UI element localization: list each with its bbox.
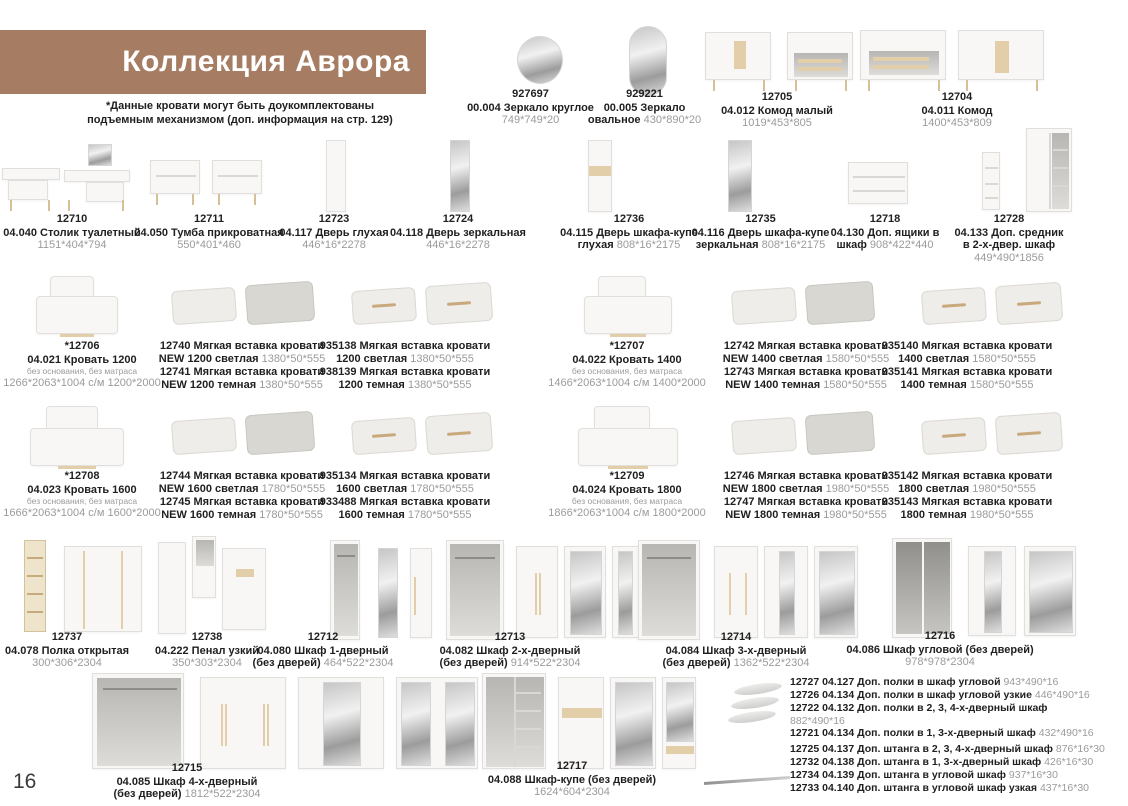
product-dims: 1866*2063*1004 с/м 1800*2000	[548, 507, 706, 519]
open-shelf-image	[24, 536, 142, 636]
product-card-12715	[87, 762, 287, 801]
bed-1200-image	[36, 276, 124, 338]
product-code: 12718	[869, 213, 901, 225]
product-dims: 446*16*2278	[302, 239, 366, 251]
insert-a-name: 935142 Мягкая вставка кровати	[881, 470, 1053, 482]
insert-a-name: 12744 Мягкая вставка кровати	[159, 470, 325, 482]
insert-1800-image	[922, 411, 1067, 456]
product-name: 04.023 Кровать 1600	[27, 483, 137, 496]
collection-title: Коллекция Аврора	[122, 45, 410, 78]
insert-1200-image	[352, 281, 497, 326]
product-card-12707	[527, 340, 727, 390]
product-name: 04.086 Шкаф угловой (без дверей)	[846, 643, 1034, 656]
product-name: 04.050 Тумба прикроватная	[134, 226, 284, 239]
wardrobe-4door-image	[88, 671, 480, 773]
insert-a-variant: 1600 светлая	[336, 483, 408, 495]
product-name: 04.024 Кровать 1800	[572, 483, 682, 496]
product-dims: 1019*453*805	[742, 117, 812, 129]
product-name: 04.080 Шкаф 1-дверный	[257, 644, 389, 657]
product-code: 12705	[761, 91, 793, 103]
extra-shelf-icon	[731, 695, 780, 712]
product-dims: 1666*2063*1004 с/м 1600*2000	[3, 507, 161, 519]
insert-a-dims: 1780*50*555	[261, 483, 326, 495]
product-name2: (без дверей)	[439, 657, 508, 669]
product-code: 12713	[494, 631, 526, 643]
product-dims: 1624*604*2304	[534, 786, 610, 798]
extras-row-12733	[790, 782, 1089, 795]
bed-1800-image	[578, 406, 682, 470]
insert-b-dims: 1780*50*555	[407, 509, 472, 521]
extra-label: 12721 04.134 Доп. полки в 1, 3-х-дверный шкаф	[790, 727, 1036, 739]
extra-dims: 943*490*16	[1003, 676, 1059, 688]
page-number: 16	[13, 770, 37, 793]
insert-b-variant: NEW 1400 темная	[725, 379, 821, 391]
insert-a-variant: NEW 1400 светлая	[722, 353, 823, 365]
insert-b-name: 933488 Мягкая вставка кровати	[319, 496, 491, 508]
door-mirror-image	[450, 140, 470, 212]
product-dims: 1400*453*809	[922, 117, 992, 129]
product-name: 04.117 Дверь глухая	[279, 226, 389, 239]
product-dims: 914*522*2304	[510, 657, 581, 669]
komod-image	[860, 26, 1045, 90]
product-card-935140-935141	[867, 340, 1067, 392]
product-card-929221	[577, 88, 712, 127]
extra-label: 12725 04.137 Доп. штанга в 2, 3, 4-х-дверный шкаф	[790, 743, 1053, 755]
product-dims: 978*978*2304	[905, 656, 975, 668]
insert-a-variant: 1800 светлая	[898, 483, 970, 495]
insert-b-variant: 1400 темная	[900, 379, 967, 391]
insert-b-variant: 1800 темная	[900, 509, 967, 521]
wardrobe-3door-image	[638, 534, 860, 640]
product-code: 12704	[941, 91, 973, 103]
product-name: 04.011 Комод	[921, 104, 993, 117]
mirror-round-image	[517, 36, 563, 84]
product-code: 12717	[556, 760, 588, 772]
insert-b-dims: 1980*50*555	[823, 509, 887, 521]
insert-b-name: 935141 Мягкая вставка кровати	[881, 366, 1053, 378]
product-name: 04.021 Кровать 1200	[27, 353, 137, 366]
product-subnote: без основания, без матраса	[26, 496, 138, 506]
product-name: 00.004 Зеркало круглое	[467, 101, 594, 114]
product-code: 12738	[191, 631, 223, 643]
product-name: 04.022 Кровать 1400	[572, 353, 682, 366]
insert-a-variant: NEW 1600 светлая	[158, 483, 259, 495]
product-card-12712	[233, 631, 413, 670]
insert-b-dims: 1380*50*555	[259, 379, 323, 391]
product-card-12718	[829, 213, 941, 252]
product-name: 04.130 Доп. ящики в шкаф	[830, 226, 940, 251]
product-name: 04.118 Дверь зеркальная	[390, 226, 526, 239]
product-code: 929221	[626, 88, 663, 100]
product-name: 04.082 Шкаф 2-х-дверный	[439, 644, 581, 657]
product-dims: 446*16*2278	[426, 239, 490, 251]
collection-title-banner	[0, 30, 426, 94]
insert-b-name: 938139 Мягкая вставка кровати	[319, 366, 491, 378]
product-code: 12723	[318, 213, 350, 225]
product-code: *12707	[609, 340, 645, 352]
product-code: 12735	[745, 213, 776, 225]
insert-new-1200-image	[172, 281, 317, 326]
product-card-12724	[383, 213, 533, 252]
product-code: *12709	[609, 470, 645, 482]
extra-dims: 437*16*30	[1039, 782, 1090, 794]
product-subnote: без основания, без матраса	[571, 366, 683, 376]
extra-label: 12727 04.127 Доп. полки в шкаф угловой	[790, 676, 1001, 688]
extra-shelf-icon	[734, 681, 783, 698]
product-name: 04.078 Полка открытая	[4, 644, 130, 657]
product-code: 927697	[512, 88, 549, 100]
product-card-12717	[462, 760, 682, 799]
product-code: *12706	[64, 340, 100, 352]
insert-b-dims: 1580*50*555	[823, 379, 887, 391]
product-code: 12728	[993, 213, 1025, 225]
product-dims: 1151*404*794	[37, 239, 107, 251]
extras-row-12726	[790, 689, 1090, 702]
product-dims: 1266*2063*1004 с/м 1200*2000	[3, 377, 161, 389]
extra-label: 12726 04.134 Доп. полки в шкаф угловой узкие	[790, 689, 1032, 701]
extra-dims: 876*16*30	[1055, 743, 1105, 755]
product-name: 04.040 Столик туалетный	[3, 226, 141, 239]
product-dims: 908*422*440	[869, 239, 934, 251]
extras-row-12734	[790, 769, 1058, 782]
product-name: 04.012 Комод малый	[721, 104, 833, 117]
product-name: 04.115 Дверь шкафа-купе глухая	[560, 226, 698, 251]
product-subnote: без основания, без матраса	[571, 496, 683, 506]
insert-new-1600-image	[172, 411, 317, 456]
extra-dims: 432*490*16	[1038, 727, 1094, 739]
insert-new-1800-image	[732, 411, 877, 456]
wardrobe-2door-image	[446, 534, 646, 640]
product-card-935138-938139	[305, 340, 505, 392]
product-name: 04.222 Пенал узкий	[154, 644, 259, 657]
insert-a-dims: 1380*50*555	[410, 353, 474, 365]
insert-a-dims: 1980*50*555	[972, 483, 1036, 495]
extras-row-12722	[790, 702, 1047, 727]
extra-label: 12733 04.140 Доп. штанга в угловой шкаф узкая	[790, 782, 1038, 794]
product-card-12728	[934, 213, 1084, 264]
insert-a-variant: NEW 1800 светлая	[722, 483, 823, 495]
narrow-penal-image	[158, 536, 266, 636]
product-dims: 550*401*460	[177, 239, 241, 251]
insert-a-dims: 1380*50*555	[261, 353, 326, 365]
product-dims: 300*306*2304	[32, 657, 102, 669]
extra-rod-icon	[704, 776, 790, 785]
product-code: 12714	[720, 631, 752, 643]
product-dims: 430*890*20	[643, 114, 702, 126]
insert-b-name: 12747 Мягкая вставка кровати	[723, 496, 889, 508]
product-card-12709	[527, 470, 727, 520]
product-code: *12708	[64, 470, 100, 482]
insert-b-dims: 1980*50*555	[969, 509, 1034, 521]
extra-dims: 937*16*30	[1008, 769, 1058, 781]
wardrobe-coupe-image	[482, 671, 697, 773]
product-card-12736	[554, 213, 704, 252]
product-code: 12715	[171, 762, 203, 774]
door-blind-image	[326, 140, 346, 212]
extra-drawers-image	[848, 162, 910, 208]
insert-1600-image	[352, 411, 497, 456]
product-card-12714	[636, 631, 836, 670]
insert-b-variant: 1600 темная	[338, 509, 405, 521]
product-card-935134-933488	[305, 470, 505, 522]
extra-label: 12722 04.132 Доп. полки в 2, 3, 4-х-дверный шкаф	[790, 702, 1048, 714]
insert-a-dims: 1580*50*555	[972, 353, 1036, 365]
footnote-line2: подъемным механизмом (доп. информация на стр. 129)	[87, 114, 393, 126]
product-subnote: без основания, без матраса	[26, 366, 138, 376]
product-card-935142-935143	[867, 470, 1067, 522]
extras-row-12725	[790, 743, 1105, 756]
insert-a-name: 935140 Мягкая вставка кровати	[881, 340, 1053, 352]
insert-new-1400-image	[732, 281, 877, 326]
insert-a-name: 12740 Мягкая вставка кровати	[159, 340, 325, 352]
bed-1600-image	[30, 406, 128, 470]
mirror-oval-image	[629, 26, 667, 96]
insert-b-variant: NEW 1200 темная	[161, 379, 257, 391]
insert-b-variant: NEW 1600 темная	[161, 509, 257, 521]
extra-label: 12732 04.138 Доп. штанга в 1, 3-х-дверный шкаф	[790, 756, 1042, 768]
product-code: 12716	[924, 630, 956, 642]
extra-dims: 426*16*30	[1044, 756, 1094, 768]
door-coupe-blind-image	[588, 140, 614, 212]
beds-footnote	[60, 99, 420, 127]
insert-a-name: 12746 Мягкая вставка кровати	[723, 470, 889, 482]
insert-a-dims: 1780*50*555	[410, 483, 474, 495]
bed-1400-image	[584, 276, 676, 338]
product-card-12735	[683, 213, 838, 252]
extras-row-12727	[790, 676, 1058, 689]
insert-b-name: 12745 Мягкая вставка кровати	[159, 496, 325, 508]
product-card-12716	[820, 630, 1060, 669]
extra-label: 12734 04.139 Доп. штанга в угловой шкаф	[790, 769, 1006, 781]
product-name: 04.084 Шкаф 3-х-дверный	[665, 644, 807, 657]
wardrobe-1door-image	[330, 536, 438, 640]
extras-row-12732	[790, 756, 1093, 769]
insert-b-dims: 1780*50*555	[259, 509, 323, 521]
product-name2: (без дверей)	[662, 657, 731, 669]
product-code: 12736	[613, 213, 645, 225]
insert-a-name: 12742 Мягкая вставка кровати	[723, 340, 889, 352]
wardrobe-corner-image	[892, 534, 1084, 640]
product-name2: (без дверей)	[252, 657, 321, 669]
extra-shelf-icon	[728, 709, 777, 726]
product-code: 12712	[307, 631, 339, 643]
product-dims: 808*16*2175	[761, 239, 826, 251]
product-card-12705	[697, 91, 857, 130]
insert-b-dims: 1380*50*555	[407, 379, 472, 391]
insert-a-variant: 1200 светлая	[336, 353, 408, 365]
product-card-12713	[415, 631, 605, 670]
insert-a-variant: NEW 1200 светлая	[158, 353, 259, 365]
product-code: 12711	[194, 213, 224, 225]
insert-a-variant: 1400 светлая	[898, 353, 970, 365]
komod-small-image	[705, 26, 853, 90]
footnote-line1: *Данные кровати могут быть доукомплектованы	[106, 100, 374, 112]
product-card-12737	[0, 631, 147, 670]
insert-1400-image	[922, 281, 1067, 326]
insert-a-name: 935138 Мягкая вставка кровати	[319, 340, 491, 352]
extra-dims: 882*490*16	[790, 714, 845, 727]
product-name2: в 2-х-двер. шкаф	[962, 239, 1056, 251]
extra-dims: 446*490*16	[1034, 689, 1090, 701]
dressing-table-image	[2, 142, 142, 212]
product-dims: 808*16*2175	[616, 239, 681, 251]
product-dims: 1812*522*2304	[184, 788, 261, 800]
insert-b-dims: 1580*50*555	[969, 379, 1034, 391]
extras-row-12721	[790, 727, 1094, 740]
product-dims: 749*749*20	[501, 114, 560, 126]
insert-b-name: 935143 Мягкая вставка кровати	[881, 496, 1053, 508]
product-name2: (без дверей)	[113, 788, 182, 800]
product-dims: 449*490*1856	[974, 251, 1044, 264]
product-name: 04.085 Шкаф 4-х-дверный	[116, 775, 258, 788]
product-name: 04.133 Доп. средник	[954, 226, 1064, 239]
product-dims: 1466*2063*1004 с/м 1400*2000	[548, 377, 706, 389]
insert-b-variant: NEW 1800 темная	[725, 509, 821, 521]
insert-b-name: 12743 Мягкая вставка кровати	[723, 366, 889, 378]
product-card-12704	[877, 91, 1037, 130]
nightstand-image	[150, 160, 262, 210]
product-dims: 350*303*2304	[172, 657, 242, 669]
product-name: 04.116 Дверь шкафа-купе зеркальная	[691, 226, 830, 251]
insert-b-name: 12741 Мягкая вставка кровати	[159, 366, 325, 378]
product-name: 04.088 Шкаф-купе (без дверей)	[487, 773, 657, 786]
product-name: 00.005 Зеркало овальное	[587, 101, 686, 126]
insert-a-dims: 1580*50*555	[825, 353, 890, 365]
insert-a-dims: 1980*50*555	[825, 483, 890, 495]
product-code: 12724	[442, 213, 474, 225]
insert-b-variant: 1200 темная	[338, 379, 405, 391]
product-dims: 464*522*2304	[323, 657, 394, 669]
product-dims: 1362*522*2304	[733, 657, 810, 669]
extra-partition-image	[982, 128, 1074, 214]
door-coupe-mirror-image	[728, 140, 752, 212]
insert-a-name: 935134 Мягкая вставка кровати	[319, 470, 491, 482]
product-code: 12710	[56, 213, 88, 225]
product-code: 12737	[51, 631, 83, 643]
